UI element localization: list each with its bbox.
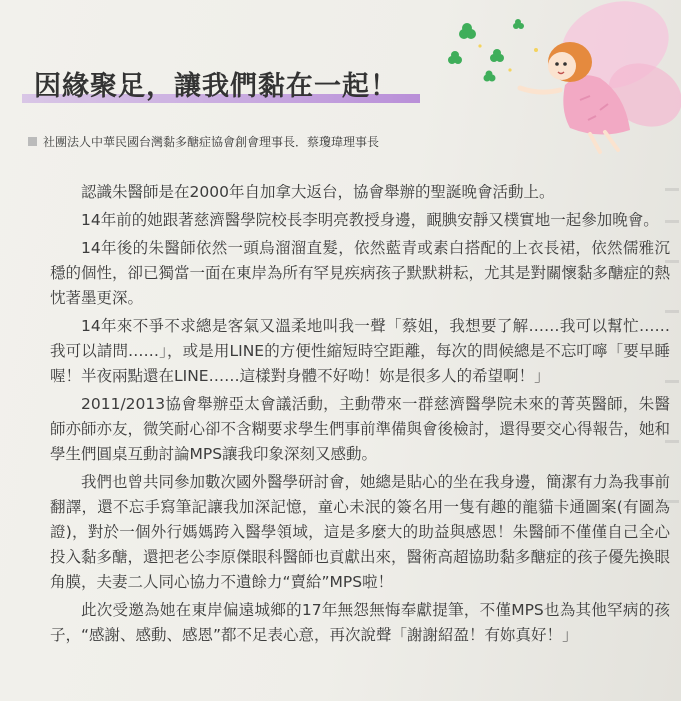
paragraph-6: 我們也曾共同參加數次國外醫學研討會，她總是貼心的坐在我身邊，簡潔有力為我事前翻譯，還不忘手寫筆記讓我加深記憶，童心未泯的簽名用一隻有趣的龍貓卡通圖案(有圖為證)，對於一個外行媽媽跨入醫學領域，這是多麼大的助益與感恩！朱醫師不僅僅自己全心投入黏多醣，還把老公李原傑眼科醫師也貢獻出來，醫術高超協助黏多醣症的孩子優先換眼角膜，夫妻二人同心協力不遺餘力“賣給”MPS啦！ bbox=[50, 473, 671, 591]
author-name: 社團法人中華民國台灣黏多醣症協會創會理事長．蔡瓊瑋理事長 bbox=[43, 135, 380, 149]
square-bullet-icon bbox=[28, 137, 37, 146]
paragraph-2: 14年前的她跟著慈濟醫學院校長李明亮教授身邊，靦腆安靜又樸實地一起參加晚會。 bbox=[81, 211, 659, 229]
paragraph-5: 2011/2013協會舉辦亞太會議活動，主動帶來一群慈濟醫學院未來的菁英醫師，朱醫師亦師亦友，微笑耐心卻不含糊要求學生們事前準備與會後檢討，還得要交心得報告，她和學生們圓桌互動討論MPS讓我印象深刻又感動。 bbox=[50, 395, 671, 463]
title-block bbox=[22, 64, 422, 110]
article-body bbox=[50, 180, 670, 651]
paragraph-1: 認識朱醫師是在2000年自加拿大返台，協會舉辦的聖誕晚會活動上。 bbox=[81, 183, 555, 201]
page-title: 因緣聚足，讓我們黏在一起！ bbox=[34, 71, 398, 102]
author-line bbox=[28, 133, 379, 150]
paragraph-3: 14年後的朱醫師依然一頭烏溜溜直髮，依然藍青或素白搭配的上衣長裙，依然儒雅沉穩的個性，卻已獨當一面在東岸為所有罕見疾病孩子默默耕耘，尤其是對關懷黏多醣症的熱忱著墨更深。 bbox=[50, 239, 671, 307]
facing-page-bleed bbox=[663, 180, 681, 600]
paragraph-7: 此次受邀為她在東岸偏遠城鄉的17年無怨無悔奉獻提筆，不僅MPS也為其他罕病的孩子，“感謝、感動、感恩”都不足表心意，再次說聲「謝謝紹盈！有妳真好！」 bbox=[50, 601, 670, 644]
paragraph-4: 14年來不爭不求總是客氣又溫柔地叫我一聲「蔡姐，我想要了解……我可以幫忙……我可以請問……」，或是用LINE的方便性縮短時空距離，每次的問候總是不忘叮嚀「要早睡喔！半夜兩點還在LINE……這樣對身體不好呦！妳是很多人的希望啊！」 bbox=[50, 317, 670, 385]
fairy-illustration bbox=[440, 0, 681, 160]
